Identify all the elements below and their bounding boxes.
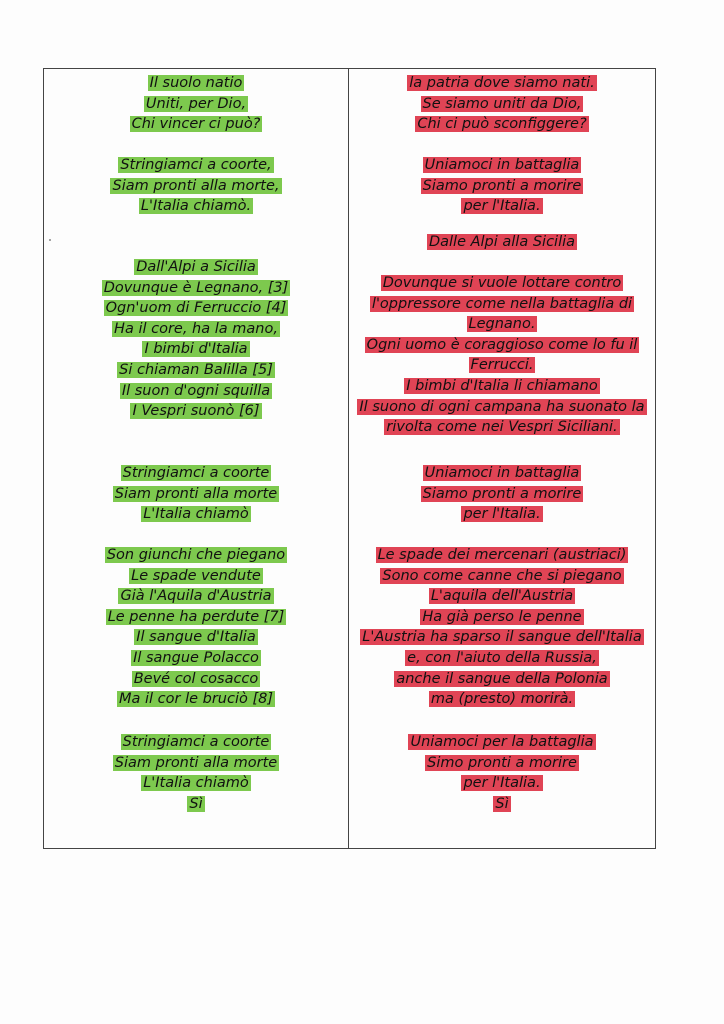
stanza <box>45 463 347 525</box>
verse-line <box>350 753 654 774</box>
verse-line <box>45 94 347 115</box>
verse-line <box>45 298 347 319</box>
verse-line <box>350 794 654 815</box>
verse-line <box>45 794 347 815</box>
verse-line-text: Ferrucci. <box>470 357 534 374</box>
verse-line <box>45 196 347 217</box>
verse-line-text: Uniamoci per la battaglia <box>410 734 594 750</box>
verse-line <box>45 627 347 648</box>
verse-line-text: Si chiaman Balilla [5] <box>119 361 273 378</box>
verse-line-text: Uniamoci in battaglia <box>424 157 580 173</box>
verse-line <box>45 257 347 278</box>
verse-line <box>350 689 654 710</box>
verse-line <box>45 278 347 299</box>
verse-line-text: Stringiamci a coorte, <box>120 157 272 173</box>
verse-line <box>350 294 654 315</box>
verse-line-text: Ha già perso le penne <box>422 608 582 625</box>
column-divider <box>348 68 349 849</box>
verse-line-text: I bimbi d'Italia <box>144 341 248 358</box>
verse-line <box>45 155 347 176</box>
verse-line-text: rivolta come nei Vespri Siciliani. <box>386 419 618 436</box>
verse-line-text: Siam pronti alla morte, <box>112 177 280 194</box>
verse-line-text: I bimbi d'Italia li chiamano <box>406 377 598 394</box>
verse-line-text: Uniti, per Dio, <box>145 95 247 112</box>
verse-line-text: Stringiamci a coorte <box>122 734 270 750</box>
verse-line <box>45 504 347 525</box>
verse-line-text: Il sangue Polacco <box>133 649 259 666</box>
verse-line <box>45 73 347 94</box>
verse-line <box>350 773 654 794</box>
verse-line-text: Ha il core, ha la mano, <box>114 320 278 337</box>
verse-line-text: Legnano. <box>468 316 536 333</box>
verse-line <box>350 417 654 438</box>
verse-line-text: L'aquila dell'Austria <box>430 588 574 605</box>
stanza <box>45 545 347 710</box>
verse-line <box>45 732 347 753</box>
verse-line <box>45 484 347 505</box>
verse-line-text: Le spade dei mercenari (austriaci) <box>377 547 627 563</box>
stanza <box>45 257 347 422</box>
verse-line <box>350 586 654 607</box>
stanza <box>350 232 654 253</box>
verse-line-text: Se siamo uniti da Dio, <box>422 95 582 112</box>
verse-line-text: Dalle Alpi alla Sicilia <box>428 234 576 250</box>
verse-line <box>350 232 654 253</box>
verse-line <box>350 607 654 628</box>
verse-line-text: Ma il cor le bruciò [8] <box>118 691 274 708</box>
verse-line-text: Chi vincer ci può? <box>131 116 261 133</box>
verse-line <box>350 355 654 376</box>
verse-line <box>350 155 654 176</box>
verse-line-text: Sì <box>189 795 203 812</box>
verse-line-text: Il sangue d'Italia <box>136 629 256 646</box>
verse-line-text: la patria dove siamo nati. <box>409 75 595 91</box>
stanza <box>350 155 654 217</box>
stanza <box>350 273 654 438</box>
verse-line-text: Son giunchi che piegano <box>106 547 286 563</box>
verse-line-text: Già l'Aquila d'Austria <box>120 588 272 605</box>
verse-line-text: Simo pronti a morire <box>427 754 577 771</box>
verse-line-text: Stringiamci a coorte <box>122 465 270 481</box>
verse-line-text: Le penne ha perdute [7] <box>107 608 285 625</box>
verse-line <box>45 176 347 197</box>
verse-line <box>45 360 347 381</box>
verse-line-text: L'Italia chiamò. <box>140 198 252 215</box>
verse-line <box>45 648 347 669</box>
verse-line-text: Siamo pronti a morire <box>422 177 582 194</box>
stanza <box>45 73 347 135</box>
verse-line <box>350 376 654 397</box>
verse-line <box>45 566 347 587</box>
verse-line-text: Ogni uomo è coraggioso come lo fu il <box>366 336 638 353</box>
verse-line <box>350 73 654 94</box>
verse-line-text: Dovunque è Legnano, [3] <box>103 279 289 296</box>
verse-line <box>350 463 654 484</box>
verse-line <box>350 273 654 294</box>
verse-line <box>350 627 654 648</box>
verse-line-text: Siam pronti alla morte <box>114 485 278 502</box>
verse-line <box>45 381 347 402</box>
verse-line <box>45 689 347 710</box>
verse-line-text: Il suono di ogni campana ha suonato la <box>359 398 645 415</box>
verse-line <box>350 669 654 690</box>
verse-line-text: Uniamoci in battaglia <box>424 465 580 481</box>
verse-line <box>45 114 347 135</box>
verse-line <box>350 397 654 418</box>
verse-line-text: per l'Italia. <box>463 198 541 215</box>
stanza <box>45 155 347 217</box>
verse-line-text: anche il sangue della Polonia <box>396 670 608 687</box>
verse-line-text: Chi ci può sconfiggere? <box>417 116 587 133</box>
verse-line-text: Le spade vendute <box>131 567 261 584</box>
verse-line <box>45 339 347 360</box>
verse-line-text: Ogn'uom di Ferruccio [4] <box>105 300 287 317</box>
verse-line <box>350 114 654 135</box>
verse-line-text: per l'Italia. <box>463 506 541 523</box>
verse-line <box>350 504 654 525</box>
verse-line <box>350 94 654 115</box>
verse-line-text: per l'Italia. <box>463 775 541 792</box>
verse-line <box>45 319 347 340</box>
verse-line-text: Il suon d'ogni squilla <box>121 382 271 399</box>
verse-line-text: Siamo pronti a morire <box>422 485 582 502</box>
verse-line-text: Siam pronti alla morte <box>114 754 278 771</box>
verse-line <box>45 753 347 774</box>
stanza <box>350 545 654 710</box>
verse-line <box>45 669 347 690</box>
verse-line-text: l'oppressore come nella battaglia di <box>371 295 633 312</box>
verse-line <box>45 545 347 566</box>
verse-line <box>350 484 654 505</box>
verse-line-text: Bevé col cosacco <box>133 670 259 687</box>
verse-line <box>350 176 654 197</box>
verse-line-text: Il suolo natio <box>149 75 243 91</box>
verse-line <box>350 314 654 335</box>
verse-line-text: Sono come canne che si piegano <box>382 567 622 584</box>
stanza <box>350 463 654 525</box>
verse-line-text: Dovunque si vuole lottare contro <box>382 275 622 291</box>
verse-line-text: I Vespri suonò [6] <box>132 403 260 420</box>
stanza <box>45 732 347 814</box>
verse-line-text: L'Italia chiamò <box>143 775 249 792</box>
stanza <box>350 732 654 814</box>
stanza <box>350 73 654 135</box>
verse-line <box>45 586 347 607</box>
verse-line <box>45 463 347 484</box>
verse-line-text: L'Austria ha sparso il sangue dell'Italia <box>362 629 642 646</box>
verse-line-text: Sì <box>495 795 509 812</box>
verse-line <box>350 566 654 587</box>
verse-line-text: e, con l'aiuto della Russia, <box>407 649 597 666</box>
verse-line-text: ma (presto) morirà. <box>430 691 574 708</box>
verse-line <box>350 732 654 753</box>
verse-line <box>350 335 654 356</box>
verse-line <box>350 545 654 566</box>
verse-line <box>45 401 347 422</box>
verse-line <box>350 648 654 669</box>
verse-line <box>45 773 347 794</box>
verse-line-text: L'Italia chiamò <box>143 506 249 523</box>
paper-speck <box>49 239 51 241</box>
verse-line-text: Dall'Alpi a Sicilia <box>136 259 256 275</box>
verse-line <box>45 607 347 628</box>
verse-line <box>350 196 654 217</box>
